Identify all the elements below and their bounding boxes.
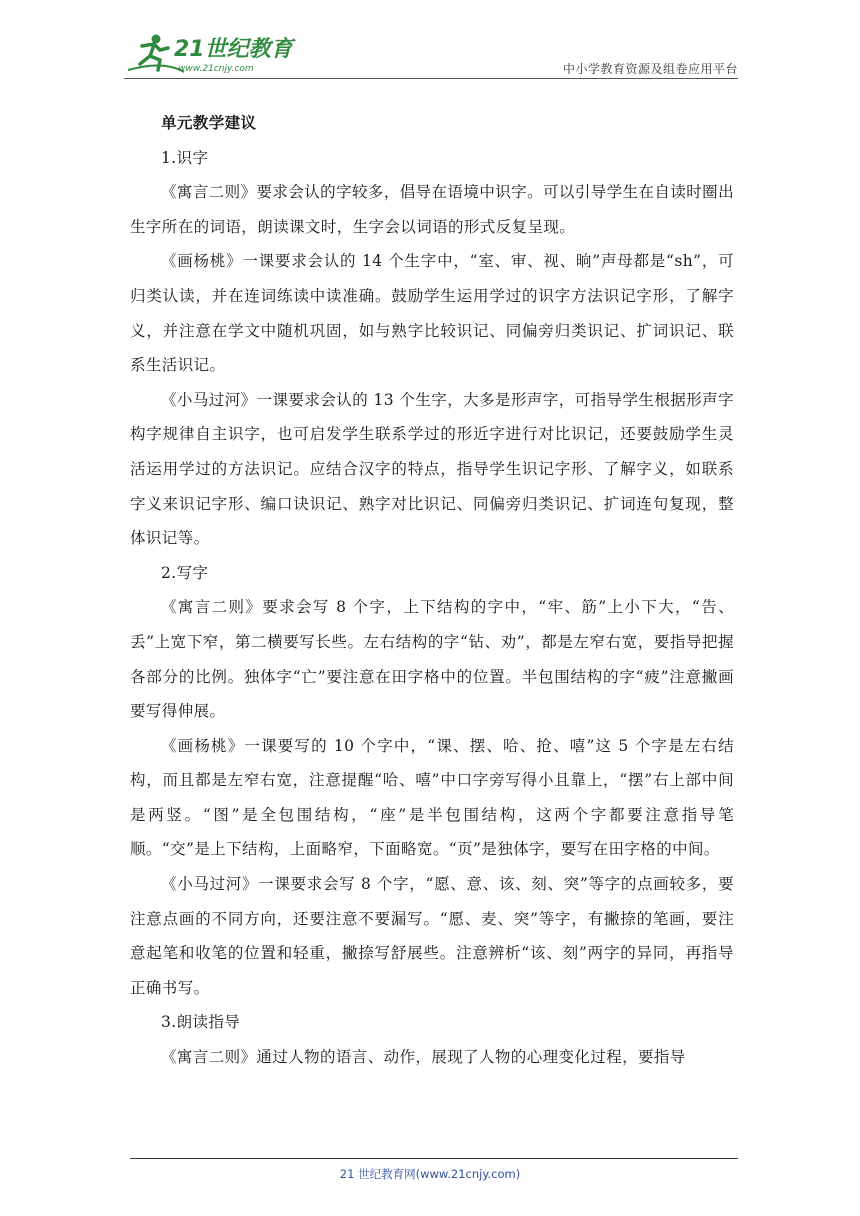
site-logo [124, 30, 324, 76]
paragraph: 《寓言二则》通过人物的语言、动作，展现了人物的心理变化过程，要指导 [161, 1048, 686, 1067]
subheading-writing: 2.写字 [161, 563, 209, 582]
subheading-reading: 3.朗读指导 [161, 1013, 241, 1032]
subheading-literacy: 1.识字 [161, 148, 209, 167]
paragraph: 《小马过河》一课要求会认的 13 个生字，大多是形声字，可指导学生根据形声字构字规律自主识字，也可启发学生联系学过的形近字进行对比识记，还要鼓励学生灵活运用学过的方法识记。应结合汉字的特点，指导学生识记字形、了解字义，如联系字义来识记字形、编口诀识记、熟字对比识记、同偏旁归类识记、扩词连句复现，整体识记等。 [130, 390, 734, 548]
header-divider [124, 78, 738, 79]
paragraph: 《画杨桃》一课要求会认的 14 个生字中，“室、审、视、晌”声母都是“sh”，可归类认读，并在连词练读中读准确。鼓励学生运用学过的识字方法识记字形，了解字义，并注意在学文中随机巩固，如与熟字比较识记、同偏旁归类识记、扩词识记、联系生活识记。 [130, 252, 734, 375]
paragraph: 《画杨桃》一课要写的 10 个字中，“课、摆、哈、抢、嘻”这 5 个字是左右结构，而且都是左窄右宽，注意提醒“哈、嘻”中口字旁写得小且靠上，“摆”右上部中间是两竖。“图”是全包围结构，“座”是半包围结构，这两个字都要注意指导笔顺。“交”是上下结构，上面略窄，下面略宽。“页”是独体字，要写在田字格的中间。 [130, 736, 734, 859]
logo-url: www.21cnjy.com [178, 64, 254, 74]
paragraph: 《寓言二则》要求会写 8 个字，上下结构的字中，“牢、筋”上小下大，“告、丢”上宽下窄，第二横要写长些。左右结构的字“钻、劝”，都是左窄右宽，要指导把握各部分的比例。独体字“亡”要注意在田字格中的位置。半包围结构的字“疲”注意撇画要写得伸展。 [130, 598, 734, 721]
document-body [130, 106, 734, 1075]
footer-divider [130, 1158, 738, 1159]
header-platform-name: 中小学教育资源及组卷应用平台 [562, 62, 738, 76]
logo-text: 21世纪教育 [174, 37, 293, 62]
page-header [124, 30, 738, 78]
section-heading: 单元教学建议 [161, 114, 257, 132]
paragraph: 《寓言二则》要求会认的字较多，倡导在语境中识字。可以引导学生在自读时圈出生字所在的词语，朗读课文时，生字会以词语的形式反复呈现。 [130, 183, 734, 236]
paragraph: 《小马过河》一课要求会写 8 个字，“愿、意、该、刻、突”等字的点画较多，要注意点画的不同方向，还要注意不要漏写。“愿、麦、突”等字，有撇捺的笔画，要注意起笔和收笔的位置和轻重，撇捺写舒展些。注意辨析“该、刻”两字的异同，再指导正确书写。 [130, 875, 734, 997]
page-footer[interactable]: 21 世纪教育网(www.21cnjy.com) [339, 1167, 521, 1181]
